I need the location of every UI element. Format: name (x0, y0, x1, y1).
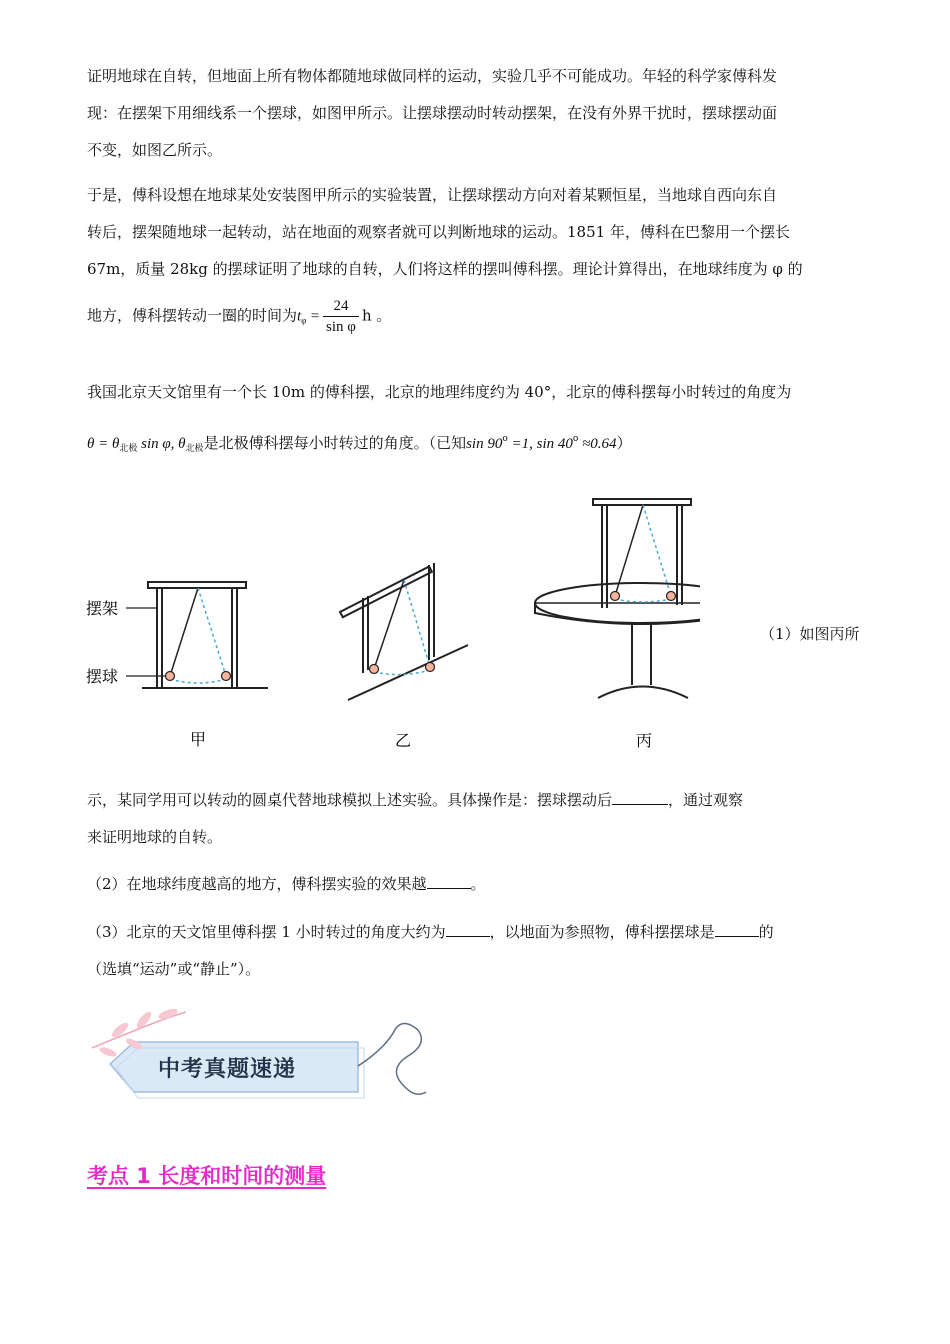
leaf-icon-4 (98, 1046, 117, 1059)
question-2 (87, 866, 865, 903)
table-base (598, 687, 688, 699)
degree-mark-1: o (502, 434, 508, 444)
banner-title: 中考真题速递 (158, 1057, 297, 1082)
q1-answer-blank[interactable] (612, 790, 668, 805)
foucault-paragraph (87, 177, 865, 340)
q3-text-b: ，以地面为参照物，傅科摆摆球是 (489, 923, 715, 941)
theta-description: 是北极傅科摆每小时转过的角度。（已知 (203, 434, 467, 452)
known-sin90: sin 90 (466, 436, 503, 452)
para3-line-1: 我国北京天文馆里有一个长 10m 的傅科摆，北京的地理纬度约为 40°，北京的傅科摆每小时转过的角度为 (87, 383, 792, 401)
figure-b (340, 563, 468, 750)
q3-line-1 (87, 914, 865, 951)
theta-sub-1: 北极 (119, 444, 138, 454)
formula-fraction (323, 296, 359, 337)
theta-sub-2: 北极 (185, 444, 204, 454)
figure-a (86, 582, 268, 749)
q1-text-a: 示，某同学用可以转动的圆桌代替地球模拟上述实验。具体操作是：摆球摆动后 (87, 791, 613, 809)
frame-b-top (340, 566, 432, 617)
frame-a-top (148, 582, 246, 588)
ball-c-right (667, 592, 676, 601)
theta-formula-mid: sin φ, θ (137, 436, 186, 452)
frame-a-arc (170, 679, 226, 683)
question-1-head: （1）如图丙所 (760, 625, 860, 643)
intro-line-3: 不变，如图乙所示。 (87, 141, 223, 159)
formula-eq: = (306, 308, 321, 325)
question-1 (87, 782, 865, 856)
q3-line-2: （选填“运动”或“静止”）。 (87, 960, 261, 978)
formula-t: t (297, 308, 302, 325)
label-ball: 摆球 (86, 667, 119, 686)
intro-line-1: 证明地球在自转，但地面上所有物体都随地球做同样的运动，实验几乎不可能成功。年轻的科学家傅科发 (87, 67, 778, 85)
q1-text-b: ，通过观察 (668, 791, 744, 809)
q3-text-c: 的 (758, 923, 774, 941)
para2-line-2: 转后，摆架随地球一起转动，站在地面的观察者就可以判断地球的运动。1851 年，傅科在巴黎用一个摆长 (87, 223, 790, 241)
caption-c: 丙 (636, 731, 653, 750)
frame-b-string-dashed (404, 580, 430, 667)
known-approx: ≈0.64 (578, 436, 617, 452)
q1-line-2: 来证明地球的自转。 (87, 828, 223, 846)
frame-a-string (170, 588, 198, 676)
frame-b-ground (348, 645, 468, 700)
q3-answer-blank-2[interactable] (715, 922, 759, 937)
para2-line-1: 于是，傅科设想在地球某处安装图甲所示的实验装置，让摆球摆动方向对着某颗恒星，当地球自西向东自 (87, 186, 778, 204)
formula-denominator: sin φ (326, 319, 356, 335)
figure-c (535, 499, 700, 750)
label-frame: 摆架 (86, 599, 119, 618)
banner-string (358, 1023, 426, 1094)
frame-a-string-dashed (198, 588, 226, 676)
para2-line-3: 67m，质量 28kg 的摆球证明了地球的自转，人们将这样的摆叫傅科摆。理论计算得出，在地球纬度为 φ 的 (87, 260, 803, 278)
intro-line-2: 现：在摆架下用细线系一个摆球，如图甲所示。让摆球摆动时转动摆架，在没有外界干扰时，摆球摆动面 (87, 104, 778, 122)
known-close: ） (616, 434, 632, 452)
intro-paragraph (87, 58, 865, 169)
frame-b-arc (374, 670, 430, 675)
formula-unit: h (361, 306, 372, 325)
ball-b-left (370, 665, 379, 674)
ball-a-right (222, 672, 231, 681)
ball-a-left (166, 672, 175, 681)
q2-text-a: （2）在地球纬度越高的地方，傅科摆实验的效果越 (87, 875, 427, 893)
degree-mark-2: o (572, 434, 579, 444)
formula-numerator: 24 (323, 296, 359, 317)
q1-line-1 (87, 782, 865, 819)
q2-answer-blank[interactable] (427, 874, 471, 889)
beijing-paragraph (87, 374, 865, 468)
q3-text-a: （3）北京的天文馆里傅科摆 1 小时转过的角度大约为 (87, 923, 446, 941)
pendulum-figure (80, 495, 700, 765)
formula-line (87, 296, 865, 340)
caption-a: 甲 (190, 730, 207, 749)
formula-prefix: 地方，傅科摆转动一圈的时间为 (87, 306, 298, 325)
q2-line (87, 866, 865, 903)
section-heading: 考点 1 长度和时间的测量 (87, 1164, 327, 1188)
frame-c-top (593, 499, 691, 505)
caption-b: 乙 (395, 731, 412, 750)
para3-line-2 (87, 421, 865, 468)
ball-c-left (611, 592, 620, 601)
known-sin40: =1, sin 40 (507, 436, 573, 452)
ball-b-right (426, 663, 435, 672)
formula-t-sub: φ (301, 315, 307, 326)
question-3 (87, 914, 865, 988)
theta-formula: θ = θ (87, 436, 120, 452)
formula-suffix: 。 (371, 306, 392, 325)
q3-answer-blank-1[interactable] (446, 922, 490, 937)
q2-text-b: 。 (470, 875, 486, 893)
